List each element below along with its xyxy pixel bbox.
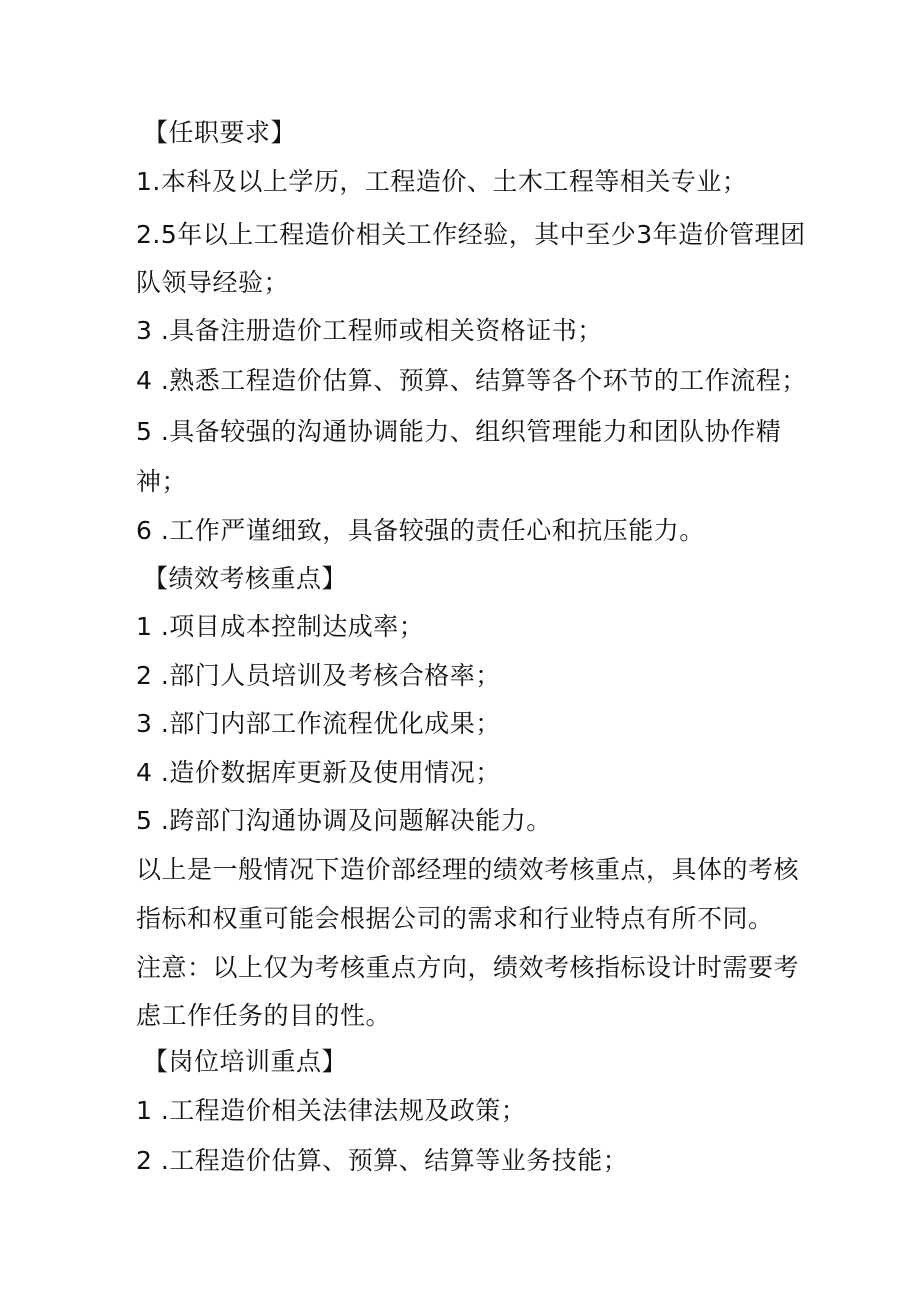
requirement-item: 5 .具备较强的沟通协调能力、组织管理能力和团队协作精	[136, 417, 782, 446]
performance-item: 5 .跨部门沟通协调及问题解决能力。	[136, 806, 552, 835]
requirement-item: 6 .工作严谨细致，具备较强的责任心和抗压能力。	[136, 516, 705, 545]
requirement-item-continuation: 队领导经验；	[136, 268, 290, 297]
requirement-item: 4 .熟悉工程造价估算、预算、结算等各个环节的工作流程；	[136, 366, 807, 395]
requirement-item: 2.5年以上工程造价相关工作经验，其中至少3年造价管理团	[136, 220, 806, 249]
requirement-item: 1.本科及以上学历，工程造价、土木工程等相关专业；	[136, 167, 748, 196]
requirement-item: 3 .具备注册造价工程师或相关资格证书；	[136, 316, 603, 345]
requirement-item-continuation: 神；	[136, 467, 188, 496]
performance-item: 2 .部门人员培训及考核合格率；	[136, 661, 501, 690]
performance-item: 4 .造价数据库更新及使用情况；	[136, 758, 501, 787]
training-item: 1 .工程造价相关法律法规及政策；	[136, 1096, 527, 1125]
paragraph-line: 指标和权重可能会根据公司的需求和行业特点有所不同。	[136, 904, 774, 933]
section-heading-training-focus: 【岗位培训重点】	[143, 1047, 348, 1076]
paragraph-line: 以上是一般情况下造价部经理的绩效考核重点，具体的考核	[136, 855, 800, 884]
section-heading-performance-focus: 【绩效考核重点】	[143, 564, 348, 593]
section-heading-job-requirements: 【任职要求】	[143, 118, 297, 147]
note-line: 注意：以上仅为考核重点方向，绩效考核指标设计时需要考	[136, 953, 800, 982]
performance-item: 3 .部门内部工作流程优化成果；	[136, 709, 501, 738]
training-item: 2 .工程造价估算、预算、结算等业务技能；	[136, 1146, 629, 1175]
note-line: 虑工作任务的目的性。	[136, 1001, 392, 1030]
performance-item: 1 .项目成本控制达成率；	[136, 612, 425, 641]
